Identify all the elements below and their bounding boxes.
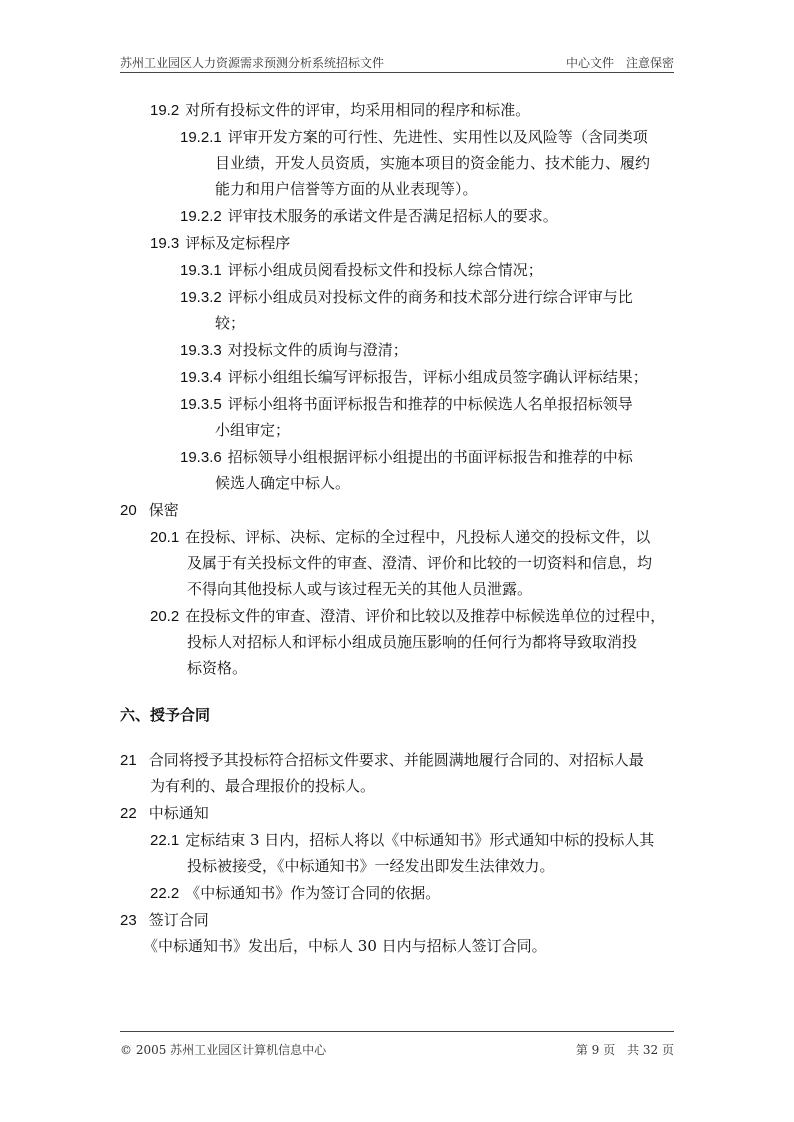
clause-20 bbox=[120, 500, 179, 521]
clause-number: 21 bbox=[120, 752, 137, 769]
clause-text: 对所有投标文件的评审，均采用相同的程序和标准。 bbox=[185, 101, 531, 119]
clause-number: 20.1 bbox=[150, 529, 180, 546]
clause-number: 22 bbox=[120, 805, 137, 822]
clause-text: 评审开发方案的可行性、先进性、实用性以及风险等（含同类项 bbox=[227, 128, 648, 146]
clause-number: 19.3.4 bbox=[180, 369, 222, 386]
clause-19-2-1-continuation: 能力和用户信誉等方面的从业表现等）。 bbox=[215, 180, 478, 198]
clause-19-3-5 bbox=[180, 394, 633, 415]
clause-19-2-1 bbox=[180, 127, 648, 148]
clause-text: 评审技术服务的承诺文件是否满足招标人的要求。 bbox=[227, 207, 558, 225]
clause-number: 23 bbox=[120, 912, 137, 929]
clause-text: 对投标文件的质询与澄清； bbox=[227, 341, 408, 359]
clause-text: 保密 bbox=[148, 501, 179, 519]
clause-number: 19.2 bbox=[150, 102, 180, 119]
clause-text: 《中标通知书》作为签订合同的依据。 bbox=[185, 884, 441, 902]
clause-19-2-1-continuation: 目业绩，开发人员资质，实施本项目的资金能力、技术能力、履约 bbox=[215, 154, 651, 172]
clause-text: 合同将授予其投标符合招标文件要求、并能圆满地履行合同的、对招标人最 bbox=[148, 751, 644, 769]
clause-20-2-continuation: 标资格。 bbox=[187, 659, 248, 677]
clause-number: 19.2.1 bbox=[180, 129, 222, 146]
footer-copyright: © 2005 苏州工业园区计算机信息中心 bbox=[120, 1043, 327, 1057]
clause-19-2-2 bbox=[180, 206, 558, 227]
clause-19-3-3 bbox=[180, 340, 408, 361]
clause-text: 评标及定标程序 bbox=[185, 234, 291, 252]
clause-20-2-continuation: 投标人对招标人和评标小组成员施压影响的任何行为都将导致取消投 bbox=[187, 633, 638, 651]
clause-number: 20 bbox=[120, 502, 137, 519]
page-header bbox=[120, 50, 674, 73]
clause-21 bbox=[120, 750, 644, 771]
clause-text: 评标小组将书面评标报告和推荐的中标候选人名单报招标领导 bbox=[227, 395, 633, 413]
header-title: 苏州工业园区人力资源需求预测分析系统招标文件 bbox=[120, 56, 385, 70]
clause-number: 19.3.6 bbox=[180, 449, 222, 466]
clause-number: 19.2.2 bbox=[180, 208, 222, 225]
clause-number: 19.3.1 bbox=[180, 262, 222, 279]
clause-text: 签订合同 bbox=[148, 911, 209, 929]
clause-text: 在投标文件的审查、澄清、评价和比较以及推荐中标候选单位的过程中， bbox=[185, 607, 666, 625]
clause-number: 19.3.5 bbox=[180, 396, 222, 413]
clause-22-2 bbox=[150, 883, 440, 904]
clause-text: 在投标、评标、决标、定标的全过程中，凡投标人递交的投标文件，以 bbox=[185, 528, 651, 546]
clause-23-continuation: 《中标通知书》发出后，中标人 30 日内与招标人签订合同。 bbox=[143, 937, 547, 955]
clause-text: 招标领导小组根据评标小组提出的书面评标报告和推荐的中标 bbox=[227, 448, 633, 466]
clause-text: 定标结束 3 日内，招标人将以《中标通知书》形式通知中标的投标人其 bbox=[185, 831, 655, 849]
clause-19-2 bbox=[150, 100, 530, 121]
clause-20-1-continuation: 及属于有关投标文件的审查、澄清、评价和比较的一切资料和信息，均 bbox=[187, 554, 653, 572]
clause-19-3 bbox=[150, 233, 290, 254]
clause-22-1-continuation: 投标被接受，《中标通知书》一经发出即发生法律效力。 bbox=[187, 857, 555, 875]
clause-19-3-4 bbox=[180, 367, 648, 388]
clause-text: 评标小组成员对投标文件的商务和技术部分进行综合评审与比 bbox=[227, 288, 633, 306]
clause-number: 22.1 bbox=[150, 832, 180, 849]
header-confidential-note: 中心文件 注意保密 bbox=[565, 56, 674, 70]
clause-number: 19.3.3 bbox=[180, 342, 222, 359]
page-footer bbox=[120, 1031, 674, 1057]
clause-number: 20.2 bbox=[150, 608, 180, 625]
clause-20-1 bbox=[150, 527, 650, 548]
clause-21-continuation: 为有利的、最合理报价的投标人。 bbox=[150, 777, 376, 795]
clause-19-3-6 bbox=[180, 447, 633, 468]
clause-number: 22.2 bbox=[150, 885, 180, 902]
clause-19-3-5-continuation: 小组审定； bbox=[215, 421, 291, 439]
clause-19-3-2 bbox=[180, 287, 633, 308]
clause-20-2 bbox=[150, 606, 665, 627]
clause-22 bbox=[120, 803, 209, 824]
clause-19-3-1 bbox=[180, 260, 543, 281]
clause-23 bbox=[120, 910, 209, 931]
footer-page-number: 第 9 页 共 32 页 bbox=[575, 1043, 674, 1057]
section-heading-award-contract: 六、授予合同 bbox=[120, 706, 211, 724]
clause-22-1 bbox=[150, 830, 654, 851]
clause-19-3-2-continuation: 较； bbox=[215, 314, 246, 332]
clause-20-1-continuation: 不得向其他投标人或与该过程无关的其他人员泄露。 bbox=[187, 580, 533, 598]
clause-number: 19.3 bbox=[150, 235, 180, 252]
clause-19-3-6-continuation: 候选人确定中标人。 bbox=[215, 474, 351, 492]
clause-text: 评标小组成员阅看投标文件和投标人综合情况； bbox=[227, 261, 543, 279]
clause-text: 评标小组组长编写评标报告，评标小组成员签字确认评标结果； bbox=[227, 368, 648, 386]
clause-number: 19.3.2 bbox=[180, 289, 222, 306]
clause-text: 中标通知 bbox=[148, 804, 209, 822]
